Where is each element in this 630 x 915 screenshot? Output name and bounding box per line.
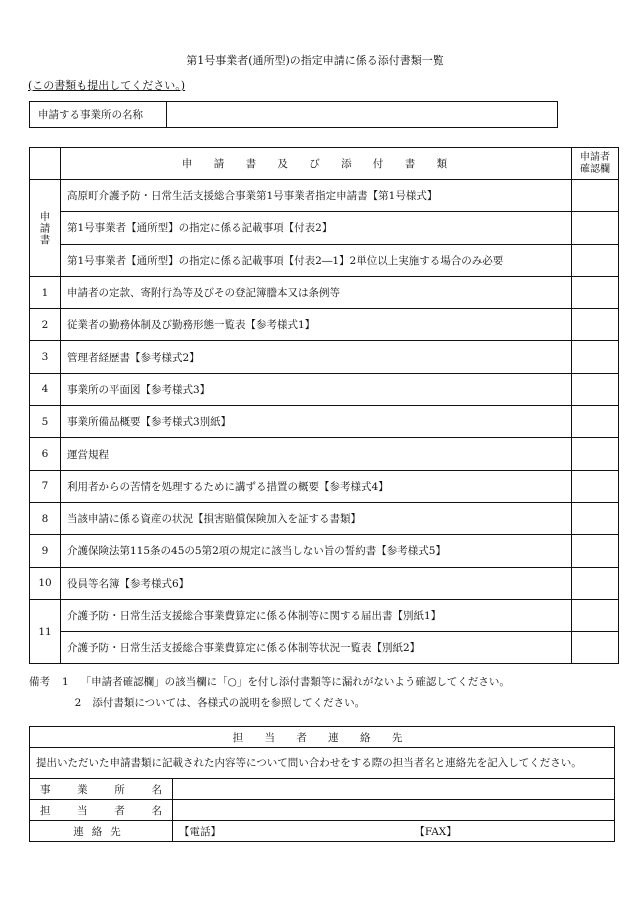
confirm-checkbox-cell[interactable] <box>572 599 619 631</box>
confirm-header-line1: 申請者 <box>580 151 610 163</box>
confirm-checkbox-cell[interactable] <box>572 567 619 599</box>
row-text: 従業者の勤務体制及び勤務形態一覧表【参考様式1】 <box>61 309 572 341</box>
row-text: 介護予防・日常生活支援総合事業費算定に係る体制等状況一覧表【別紙2】 <box>61 632 572 664</box>
phone-field[interactable] <box>173 821 615 842</box>
tel-label: 【電話】 <box>179 825 221 838</box>
application-row-text: 第1号事業者【通所型】の指定に係る記載事項【付表2―1】2単位以上実施する場合のみ必要 <box>61 244 572 276</box>
person-label: 担当者名 <box>30 800 173 821</box>
confirm-checkbox-cell[interactable] <box>572 180 619 212</box>
remark-1 <box>29 672 510 693</box>
phone-label: 連絡先 <box>30 821 173 842</box>
contact-title: 担 当 者 連 絡 先 <box>30 727 615 748</box>
office-name-label: 申請する事業所の名称 <box>30 102 167 128</box>
confirm-checkbox-cell[interactable] <box>572 406 619 438</box>
confirm-checkbox-cell[interactable] <box>572 309 619 341</box>
application-row-text: 第1号事業者【通所型】の指定に係る記載事項【付表2】 <box>61 212 572 244</box>
row-number: 8 <box>30 502 61 534</box>
office-field[interactable] <box>173 779 615 800</box>
row-number: 4 <box>30 373 61 405</box>
header-blank-cell <box>30 148 61 180</box>
confirm-header-line2: 確認欄 <box>580 163 610 175</box>
row-text: 事業所の平面図【参考様式3】 <box>61 373 572 405</box>
row-text: 利用者からの苦情を処理するために講ずる措置の概要【参考様式4】 <box>61 470 572 502</box>
row-number: 10 <box>30 567 61 599</box>
confirm-checkbox-cell[interactable] <box>572 502 619 534</box>
submit-note: (この書類も提出してください。) <box>28 79 186 92</box>
row-number: 1 <box>30 276 61 308</box>
remarks <box>29 672 510 714</box>
office-label: 事業所名 <box>30 779 173 800</box>
remark-text: 「申請者確認欄」の該当欄に「○」を付し添付書類等に漏れがないよう確認してください。 <box>80 676 510 688</box>
row-text: 申請者の定款、寄附行為等及びその登記簿謄本又は条例等 <box>61 276 572 308</box>
remark-number: 1 <box>62 676 69 688</box>
fax-label: 【FAX】 <box>414 825 457 838</box>
confirm-checkbox-cell[interactable] <box>572 276 619 308</box>
row-number: 11 <box>30 599 61 664</box>
row-text: 当該申請に係る資産の状況【損害賠償保険加入を証する書類】 <box>61 502 572 534</box>
row-text: 運営規程 <box>61 438 572 470</box>
row-text: 介護保険法第115条の45の5第2項の規定に該当しない旨の誓約書【参考様式5】 <box>61 535 572 567</box>
row-number: 2 <box>30 309 61 341</box>
page-title: 第1号事業者(通所型)の指定申請に係る添付書類一覧 <box>186 54 444 67</box>
office-name-table <box>29 101 558 128</box>
row-number: 5 <box>30 406 61 438</box>
confirm-header <box>572 148 619 180</box>
remark-2 <box>29 693 510 714</box>
row-number: 3 <box>30 341 61 373</box>
application-row-text: 高原町介護予防・日常生活支援総合事業第1号事業者指定申請書【第1号様式】 <box>61 180 572 212</box>
person-field[interactable] <box>173 800 615 821</box>
remark-number: 2 <box>74 697 82 709</box>
confirm-checkbox-cell[interactable] <box>572 470 619 502</box>
row-number: 9 <box>30 535 61 567</box>
attachments-table <box>29 147 619 664</box>
confirm-checkbox-cell[interactable] <box>572 244 619 276</box>
confirm-checkbox-cell[interactable] <box>572 373 619 405</box>
row-text: 介護予防・日常生活支援総合事業費算定に係る体制等に関する届出書【別紙1】 <box>61 599 572 631</box>
remarks-label: 備考 <box>29 676 50 688</box>
confirm-checkbox-cell[interactable] <box>572 632 619 664</box>
confirm-checkbox-cell[interactable] <box>572 212 619 244</box>
row-number: 6 <box>30 438 61 470</box>
contact-table <box>29 726 615 842</box>
remark-text: 添付書類については、各様式の説明を参照してください。 <box>92 697 366 709</box>
confirm-checkbox-cell[interactable] <box>572 535 619 567</box>
application-group-cell <box>30 180 61 277</box>
row-text: 事業所備品概要【参考様式3別紙】 <box>61 406 572 438</box>
row-text: 管理者経歴書【参考様式2】 <box>61 341 572 373</box>
confirm-checkbox-cell[interactable] <box>572 341 619 373</box>
contact-description: 提出いただいた申請書類に記載された内容等について問い合わせをする際の担当者名と連絡先を記入してください。 <box>30 748 615 779</box>
confirm-checkbox-cell[interactable] <box>572 438 619 470</box>
application-group-label: 申請書 <box>38 210 51 246</box>
office-name-field[interactable] <box>167 102 558 128</box>
documents-header: 申 請 書 及 び 添 付 書 類 <box>61 148 572 180</box>
row-number: 7 <box>30 470 61 502</box>
row-text: 役員等名簿【参考様式6】 <box>61 567 572 599</box>
